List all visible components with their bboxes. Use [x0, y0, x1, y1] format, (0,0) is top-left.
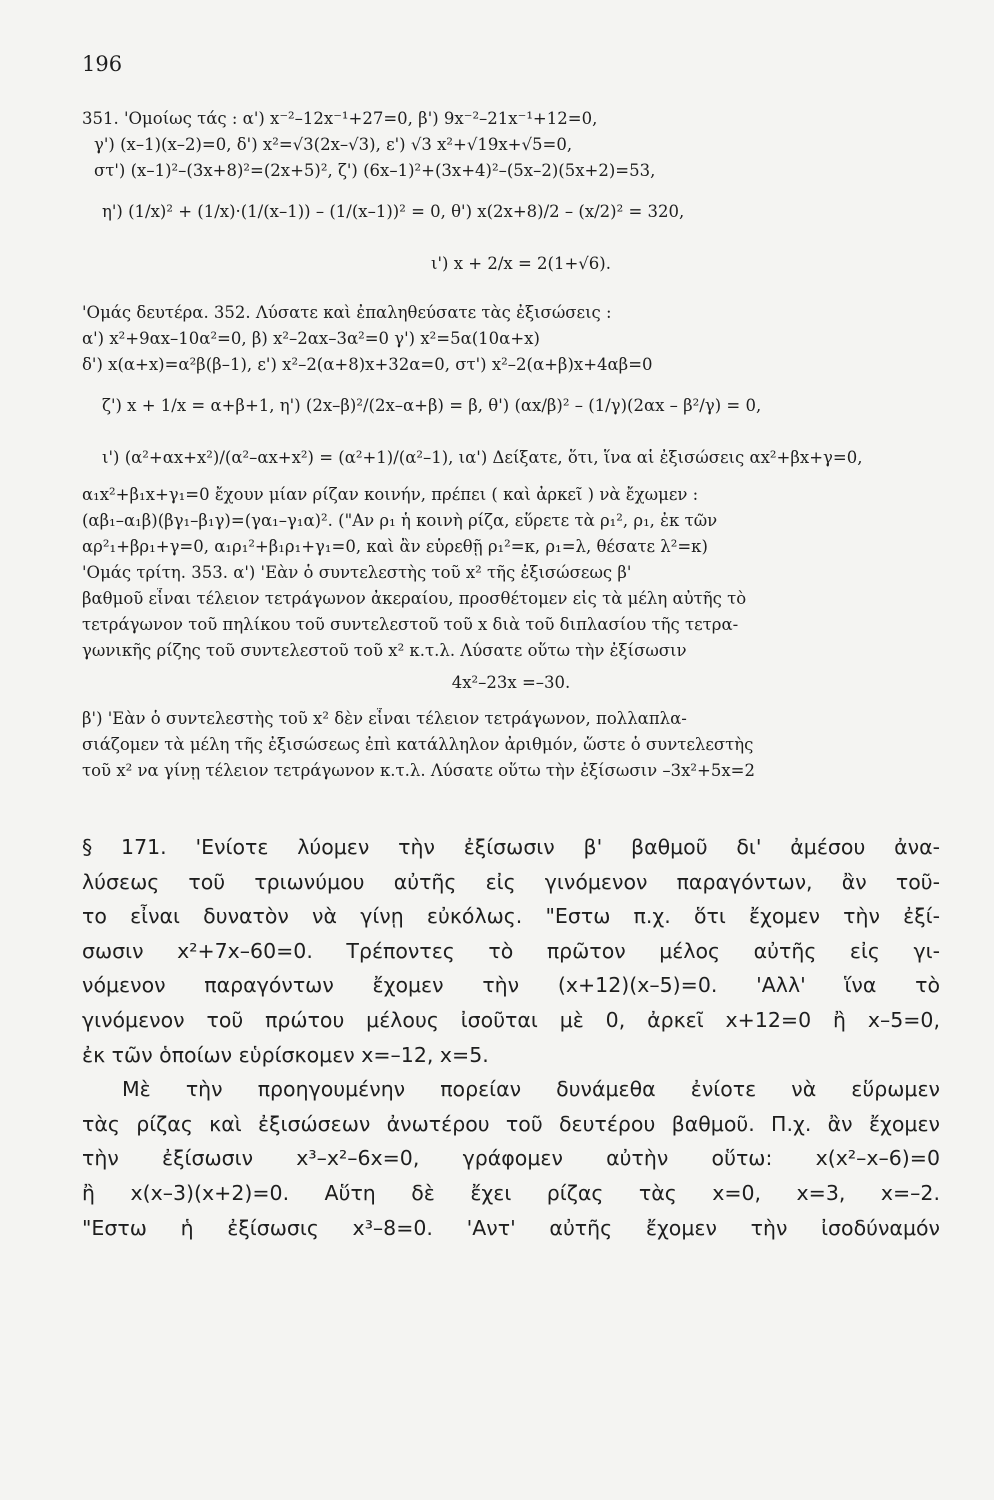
- exercise-352-line: δ') x(α+x)=α²β(β–1), ε') x²–2(α+8)x+32α=0, στ') x²–2(α+β)x+4αβ=0: [82, 355, 653, 374]
- exercise-351-fraction-line: ι') x + 2/x = 2(1+√6).: [431, 254, 611, 273]
- section-171-line: "Εστω ἡ ἐξίσωσις x³–8=0. 'Αντ' αὐτῆς ἔχομεν τὴν ἰσοδύναμόν: [82, 1215, 940, 1240]
- section-171-line: Μὲ τὴν προηγουμένην πορείαν δυνάμεθα ἐνίοτε νὰ εὕρωμεν: [122, 1077, 940, 1102]
- section-171: [82, 830, 940, 1245]
- section-171-line: τὰς ρίζας καὶ ἐξισώσεων ἀνωτέρου τοῦ δευτέρου βαθμοῦ. Π.χ. ἂν ἔχομεν: [82, 1111, 940, 1136]
- section-171-line: § 171. 'Ενίοτε λύομεν τὴν ἐξίσωσιν β' βαθμοῦ δι' ἀμέσου ἀνα-: [82, 835, 940, 859]
- exercise-353-line: β') 'Εὰν ὁ συντελεστὴς τοῦ x² δὲν εἶναι τέλειον τετράγωνον, πολλαπλα-: [82, 709, 687, 728]
- exercise-353-line: σιάζομεν τὰ μέλη τῆς ἐξισώσεως ἐπὶ κατάλληλον ἀριθμόν, ὥστε ὁ συντελεστὴς: [82, 735, 754, 754]
- exercise-353-line: βαθμοῦ εἶναι τέλειον τετράγωνον ἀκεραίου, προσθέτομεν εἰς τὰ μέλη αὐτῆς τὸ: [82, 589, 747, 608]
- page-number: 196: [82, 52, 123, 76]
- section-171-line: νόμενον παραγόντων ἔχομεν τὴν (x+12)(x–5)=0. 'Αλλ' ἵνα τὸ: [82, 973, 940, 998]
- section-171-line: λύσεως τοῦ τριωνύμου αὐτῆς εἰς γινόμενον παραγόντων, ἂν τοῦ-: [82, 869, 940, 894]
- page-body: [82, 108, 940, 1245]
- exercise-352-line: (αβ₁–α₁β)(βγ₁–β₁γ)=(γα₁–γ₁α)². ("Αν ρ₁ ἡ κοινὴ ρίζα, εὕρετε τὰ ρ₁², ρ₁, ἐκ τῶν: [82, 511, 718, 530]
- exercise-353-line: τοῦ x² να γίνῃ τέλειον τετράγωνον κ.τ.λ. Λύσατε οὕτω τὴν ἐξίσωσιν –3x²+5x=2: [82, 761, 755, 780]
- group-three-heading: 'Ομάς τρίτη. 353. α') 'Εὰν ὁ συντελεστὴς τοῦ x² τῆς ἐξισώσεως β': [82, 563, 632, 582]
- exercise-353-line: γωνικῆς ρίζης τοῦ συντελεστοῦ τοῦ x² κ.τ.λ. Λύσατε οὕτω τὴν ἐξίσωσιν: [82, 641, 687, 660]
- exercise-351-line: στ') (x–1)²–(3x+8)²=(2x+5)², ζ') (6x–1)²+(3x+4)²–(5x–2)(5x+2)=53,: [94, 161, 656, 180]
- exercise-352-fraction-line: ζ') x + 1/x = α+β+1, η') (2x–β)²/(2x–α+β) = β, θ') (αx/β)² – (1/γ)(2αx – β²/γ) = 0,: [102, 396, 762, 415]
- exercise-353-equation: 4x²–23x =–30.: [451, 673, 571, 692]
- section-171-line: ἢ x(x–3)(x+2)=0. Αὕτη δὲ ἔχει ρίζας τὰς x=0, x=3, x=–2.: [82, 1180, 940, 1205]
- section-171-line: τὴν ἐξίσωσιν x³–x²–6x=0, γράφομεν αὐτὴν οὕτω: x(x²–x–6)=0: [82, 1146, 940, 1171]
- exercise-351-line: 351. 'Ομοίως τάς : α') x⁻²–12x⁻¹+27=0, β') 9x⁻²–21x⁻¹+12=0,: [82, 109, 598, 128]
- exercise-352-line: α₁x²+β₁x+γ₁=0 ἔχουν μίαν ρίζαν κοινήν, πρέπει ( καὶ ἀρκεῖ ) νὰ ἔχωμεν :: [82, 485, 699, 504]
- exercise-352-line: αρ²₁+βρ₁+γ=0, α₁ρ₁²+β₁ρ₁+γ₁=0, καὶ ἂν εὑρεθῇ ρ₁²=κ, ρ₁=λ, θέσατε λ²=κ): [82, 537, 708, 556]
- group-two-heading: 'Ομάς δευτέρα. 352. Λύσατε καὶ ἐπαληθεύσατε τὰς ἐξισώσεις :: [82, 303, 612, 322]
- exercise-352-fraction-line: ι') (α²+αx+x²)/(α²–αx+x²) = (α²+1)/(α²–1), ια') Δείξατε, ὅτι, ἵνα αἱ ἐξισώσεις αx²+βx+γ=0,: [102, 448, 863, 467]
- exercise-352-line: α') x²+9αx–10α²=0, β) x²–2αx–3α²=0 γ') x²=5α(10α+x): [82, 329, 540, 348]
- exercise-351-line: γ') (x–1)(x–2)=0, δ') x²=√3(2x–√3), ε') √3 x²+√19x+√5=0,: [94, 135, 573, 154]
- section-171-line: γινόμενον τοῦ πρώτου μέλους ἰσοῦται μὲ 0, ἀρκεῖ x+12=0 ἢ x–5=0,: [82, 1007, 940, 1032]
- exercise-351-fraction-line: η') (1/x)² + (1/x)·(1/(x–1)) – (1/(x–1))² = 0, θ') x(2x+8)/2 – (x/2)² = 320,: [102, 202, 685, 221]
- section-171-line: το εἶναι δυνατὸν νὰ γίνῃ εὐκόλως. "Εστω π.χ. ὅτι ἔχομεν τὴν ἐξί-: [82, 904, 940, 929]
- section-171-line: ἐκ τῶν ὁποίων εὑρίσκομεν x=–12, x=5.: [82, 1042, 489, 1067]
- exercise-353-line: τετράγωνον τοῦ πηλίκου τοῦ συντελεστοῦ τοῦ x διὰ τοῦ διπλασίου τῆς τετρα-: [82, 615, 739, 634]
- section-171-line: σωσιν x²+7x–60=0. Τρέποντες τὸ πρῶτον μέλος αὐτῆς εἰς γι-: [82, 938, 940, 963]
